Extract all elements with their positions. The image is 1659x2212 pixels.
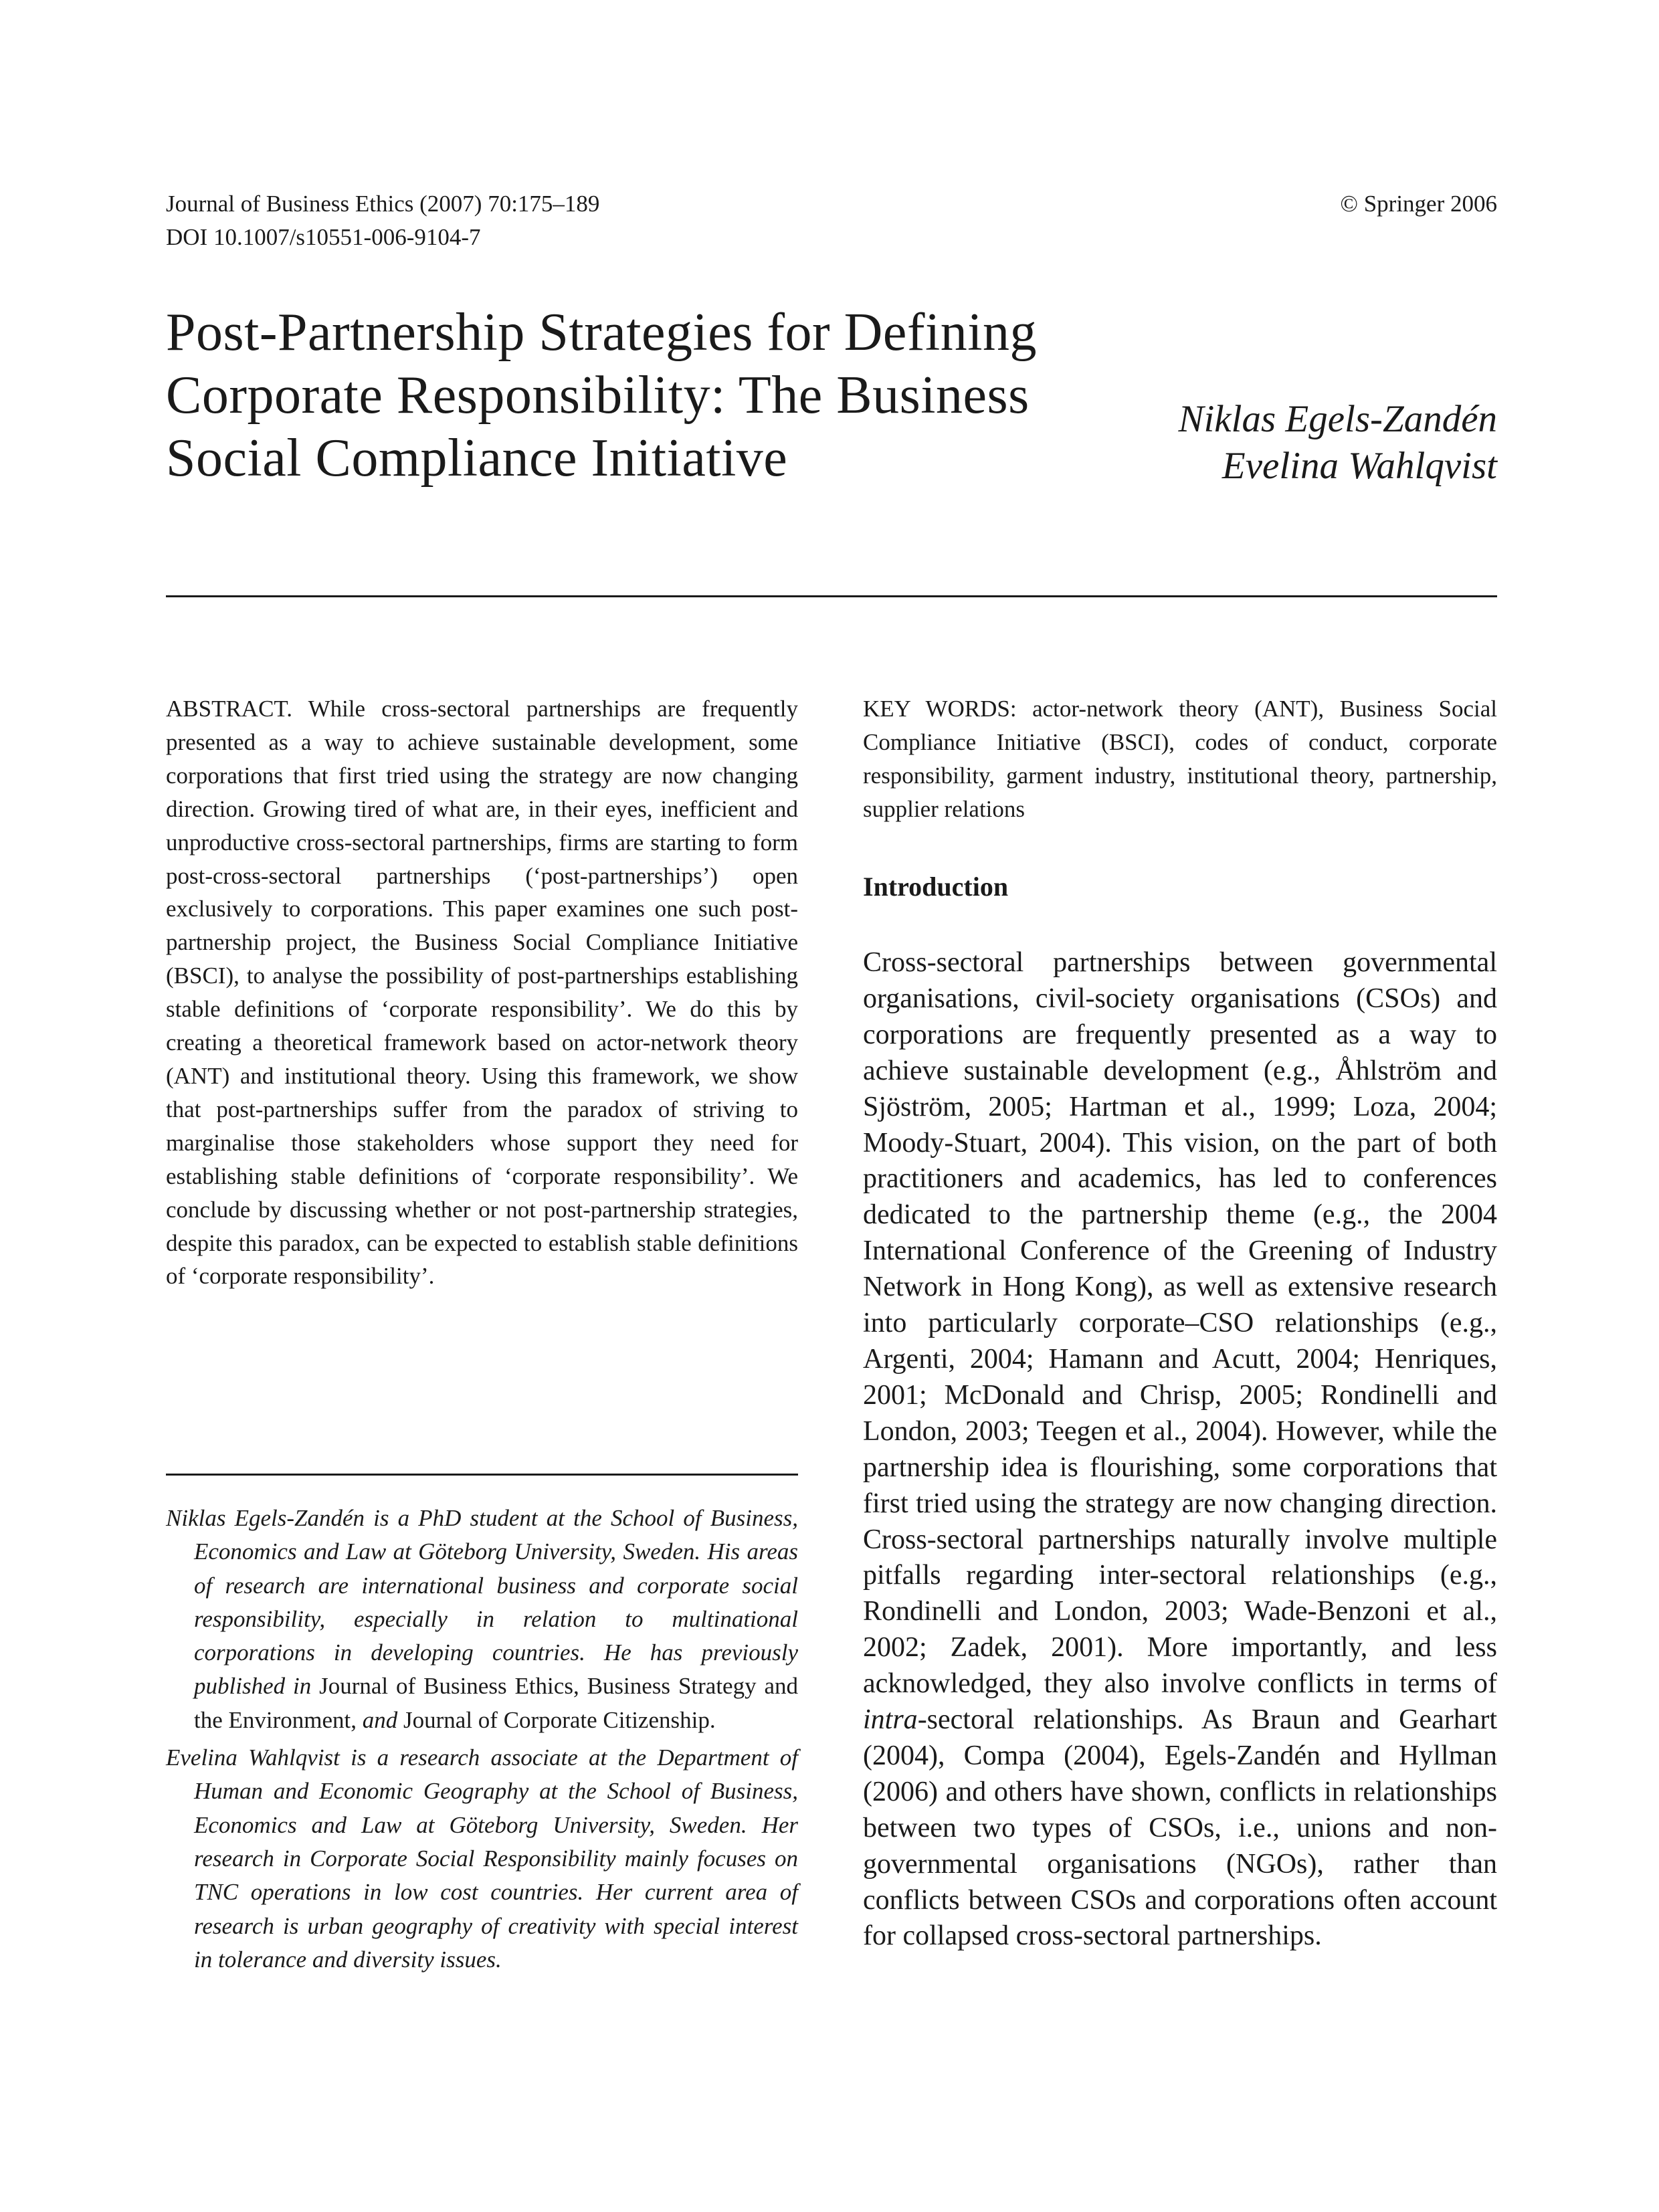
author-name: Evelina Wahlqvist — [1222, 445, 1497, 487]
author-list — [1178, 396, 1497, 490]
author-notes — [166, 1502, 798, 1981]
author-note-text: Niklas Egels-Zandén is a PhD student at the School of Business, Economics and Law at Göteborg University, Sweden. His areas of research are international business and corporate social responsibility, especially in relation to multinational corporations in developing countries. He has previously published in — [166, 1505, 798, 1700]
intro-text: -sectoral relationships. As Braun and Gearhart (2004), Compa (2004), Egels-Zandén and Hyllman (2006) and others have shown, conflicts in relationships between two types of CSOs, i.e., unions and non-governmental organisations (NGOs), rather than conflicts between CSOs and corporations often account for collapsed cross-sectoral partnerships. — [863, 1704, 1497, 1952]
section-heading-introduction: Introduction — [863, 872, 1009, 902]
journal-name: Journal of Corporate Citizenship. — [403, 1706, 716, 1733]
footnote-divider — [166, 1474, 798, 1476]
author-name: Niklas Egels-Zandén — [1178, 398, 1497, 440]
intro-text: Cross-sectoral partnerships between governmental organisations, civil-society organisations (CSOs) and corporations are frequently presented as a way to achieve sustainable development (e.g., Åhlström and Sjöström, 2005; Hartman et al., 1999; Loza, 2004; Moody-Stuart, 2004). This vision, on the part of both practitioners and academics, has led to conferences dedicated to the partnership theme (e.g., the 2004 International Conference of the Greening of Industry Network in Hong Kong), as well as extensive research into particularly corporate–CSO relationships (e.g., Argenti, 2004; Hamann and Acutt, 2004; Henriques, 2001; McDonald and Chrisp, 2005; Rondinelli and London, 2003; Teegen et al., 2004). However, while the partnership idea is flourishing, some corporations that first tried using the strategy are now changing direction. Cross-sectoral partnerships naturally involve multiple pitfalls regarding inter-sectoral relationships (e.g., Rondinelli and London, 2003; Wade-Benzoni et al., 2002; Zadek, 2001). More importantly, and less acknowledged, they also involve conflicts in terms of — [863, 947, 1497, 1700]
doi: DOI 10.1007/s10551-006-9104-7 — [166, 224, 481, 250]
journal-citation: Journal of Business Ethics (2007) 70:175–189 — [166, 191, 600, 217]
abstract-text: While cross-sectoral partnerships are frequently presented as a way to achieve sustainable development, some corporations that first tried using the strategy are now changing direction. Growing tired of what are, in their eyes, inefficient and unproductive cross-sectoral partnerships, firms are starting to form post-cross-sectoral partnerships (‘post-partnerships’) open exclusively to corporations. This paper examines one such post-partnership project, the Business Social Compliance Initiative (BSCI), to analyse the possibility of post-partnerships establishing stable definitions of ‘corporate responsibility’. We do this by creating a theoretical framework based on actor-network theory (ANT) and institutional theory. Using this framework, we show that post-partnerships suffer from the paradox of striving to marginalise those stakeholders whose support they need for establishing stable definitions of ‘corporate responsibility’. We conclude by discussing whether or not post-partnership strategies, despite this paradox, can be expected to establish stable definitions of ‘corporate responsibility’. — [166, 696, 798, 1290]
abstract-label: ABSTRACT. — [166, 696, 292, 722]
author-note-text: and — [357, 1706, 404, 1733]
article-title: Post-Partnership Strategies for Defining Corporate Responsibility: The Business Social Compliance Initiative — [166, 303, 1037, 488]
keywords-label: KEY WORDS: — [863, 696, 1017, 722]
copyright-notice: © Springer 2006 — [1340, 191, 1497, 217]
author-note — [166, 1502, 798, 1737]
keywords — [863, 692, 1497, 826]
keywords-text: actor-network theory (ANT), Business Social Compliance Initiative (BSCI), codes of conduct, corporate responsibility, garment industry, institutional theory, partnership, supplier relations — [863, 696, 1498, 822]
abstract — [166, 692, 798, 1293]
introduction-body — [863, 945, 1497, 1954]
journal-info — [166, 187, 599, 254]
abstract-column — [166, 692, 798, 1293]
journal-name: Journal of Business Ethics, Business Strategy and the Environment, — [194, 1673, 799, 1733]
intro-emphasis: intra — [863, 1704, 918, 1736]
title-divider — [166, 595, 1497, 597]
keywords-column — [863, 692, 1497, 826]
author-note: Evelina Wahlqvist is a research associate at the Department of Human and Economic Geography at the School of Business, Economics and Law at Göteborg University, Sweden. Her research in Corporate Social Responsibility mainly focuses on TNC operations in low cost countries. Her current area of research is urban geography of creativity with special interest in tolerance and diversity issues. — [166, 1744, 798, 1973]
